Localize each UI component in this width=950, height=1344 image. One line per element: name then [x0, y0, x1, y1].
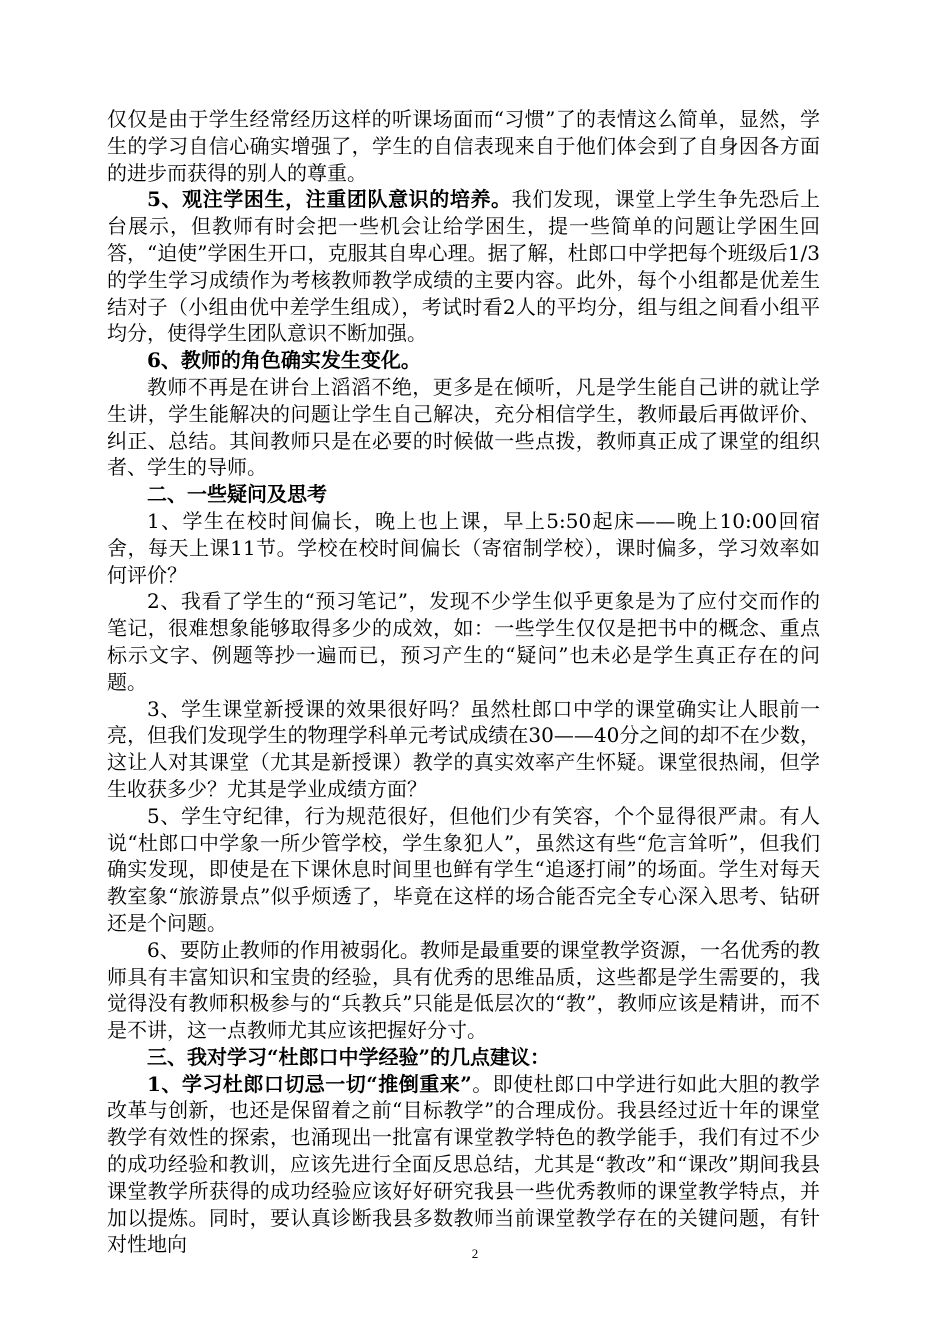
- section-heading-2: 二、一些疑问及思考: [147, 482, 327, 507]
- paragraph-text: 5、学生守纪律，行为规范很好，但他们少有笑容，个个显得很严肃。有人说“杜郎口中学象一所少管学校，学生象犯人”，虽然这有些“危言耸听”，但我们确实发现，即使是在下课休息时间里也鲜有学生“追逐打闹”的场面。学生对每天教室象“旅游景点”似乎烦透了，毕竟在这样的场合能否完全专心深入思考、钻研还是个问题。: [107, 803, 820, 935]
- paragraph-teacher-role: [107, 374, 820, 481]
- paragraph-item-5: [107, 186, 820, 347]
- paragraph-text: 3、学生课堂新授课的效果很好吗？虽然杜郎口中学的课堂确实让人眼前一亮，但我们发现学生的物理学科单元考试成绩在30——40分之间的却不在少数，这让人对其课堂（尤其是新授课）教学的真实效率产生怀疑。课堂很热闹，但学生收获多少？尤其是学业成绩方面？: [107, 696, 820, 801]
- paragraph-text: 。即使杜郎口中学进行如此大胆的教学改革与创新，也还是保留着之前“目标教学”的合理成份。我县经过近十年的课堂教学有效性的探索，也涌现出一批富有课堂教学特色的教学能手，我们有过不少的成功经验和教训，应该先进行全面反思总结，尤其是“教改”和“课改”期间我县课堂教学所获得的成功经验应该好好研究我县一些优秀教师的课堂教学特点，并加以提炼。同时，要认真诊断我县多数教师当前课堂教学存在的关键问题，有针对性地向: [107, 1071, 820, 1257]
- page-number: 2: [471, 1246, 479, 1261]
- paragraph-question-5: [107, 803, 820, 937]
- subheading-item-6: 6、教师的角色确实发生变化。: [147, 348, 421, 373]
- paragraph-text: 教师不再是在讲台上滔滔不绝，更多是在倾听，凡是学生能自己讲的就让学生讲，学生能解决的问题让学生自己解决，充分相信学生，教师最后再做评价、纠正、总结。其间教师只是在必要的时候做一些点拨，教师真正成了课堂的组织者、学生的导师。: [107, 374, 820, 480]
- paragraph-lead: 1、学习杜郎口切忌一切“推倒重来”: [147, 1071, 472, 1096]
- paragraph-text: 我们发现，课堂上学生争先恐后上台展示，但教师有时会把一些机会让给学困生，提一些简单的问题让学困生回答，“迫使”学困生开口，克服其自卑心理。据了解，杜郎口中学把每个班级后1/3的学生学习成绩作为考核教师教学成绩的主要内容。此外，每个小组都是优差生结对子（小组由优中差学生组成），考试时看2人的平均分，组与组之间看小组平均分，使得学生团队意识不断加强。: [107, 187, 821, 346]
- document-body: [107, 106, 820, 1258]
- paragraph-question-6: [107, 937, 820, 1044]
- paragraph-text: 6、要防止教师的作用被弱化。教师是最重要的课堂教学资源，一名优秀的教师具有丰富知识和宝贵的经验，具有优秀的思维品质，这些都是学生需要的，我觉得没有教师积极参与的“兵教兵”只能是低层次的“教”，教师应该是精讲，而不是不讲，这一点教师尤其应该把握好分寸。: [107, 937, 820, 1043]
- paragraph-text: 2、我看了学生的“预习笔记”，发现不少学生似乎更象是为了应付交而作的笔记，很难想象能够取得多少的成效，如：一些学生仅仅是把书中的概念、重点标示文字、例题等抄一遍而已，预习产生的“疑问”也未必是学生真正存在的问题。: [107, 589, 820, 694]
- paragraph-question-3: [107, 696, 820, 803]
- paragraph-lead: 5、观注学困生，注重团队意识的培养。: [147, 187, 512, 212]
- paragraph-question-2: [107, 588, 820, 695]
- paragraph-suggestion-1: [107, 1071, 820, 1259]
- paragraph-text: 仅仅是由于学生经常经历这样的听课场面而“习惯”了的表情这么简单，显然，学生的学习自信心确实增强了，学生的自信表现来自于他们体会到了自身因各方面的进步而获得的别人的尊重。: [107, 107, 820, 185]
- paragraph-continuation: [107, 106, 820, 186]
- paragraph-question-1: [107, 508, 820, 588]
- paragraph-text: 1、学生在校时间偏长，晚上也上课，早上5:50起床——晚上10:00回宿舍，每天上课11节。学校在校时间偏长（寄宿制学校），课时偏多，学习效率如何评价？: [107, 508, 820, 587]
- section-heading-3: 三、我对学习“杜郎口中学经验”的几点建议：: [147, 1044, 551, 1069]
